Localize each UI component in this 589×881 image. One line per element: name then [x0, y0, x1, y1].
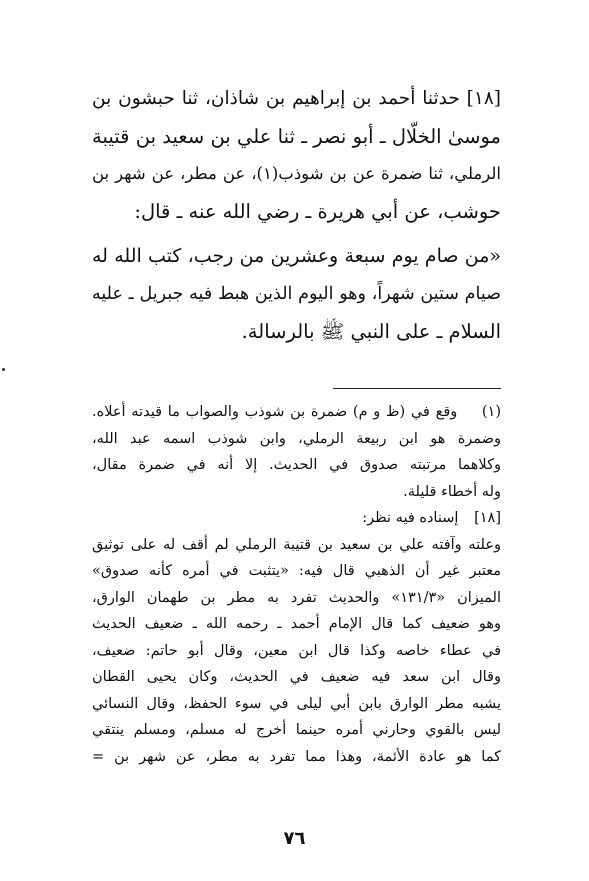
- page-number: ٧٦: [283, 828, 306, 849]
- footnote-text: وقع في (ظ و م) ضمرة بن شوذب والصواب ما قيدته أعلاه.: [92, 404, 458, 420]
- footnote-line: وله أخطاء قليلة.: [403, 483, 501, 500]
- isnad-line: [١٨] حدثنا أحمد بن إبراهيم بن شاذان، ثنا حبشون بن: [92, 88, 501, 109]
- hadith-line: صيام ستين شهراً، وهو اليوم الذين هبط فيه جبريل ـ عليه: [92, 283, 501, 304]
- isnad-line: حوشب، عن أبي هريرة ـ رضي الله عنه ـ قال:: [134, 199, 501, 223]
- footnote-line: كما هو عادة الأئمة، وهذا مما تفرد به مطر، عن شهر بن =: [92, 748, 501, 765]
- footnote-heading-line: [92, 505, 501, 532]
- footnote-line: يشبه مطر الوارق بابن أبي ليلى في سوء الحفظ، وقال النسائي: [92, 695, 501, 712]
- footnote-heading: إسناده فيه نظر:: [362, 510, 459, 526]
- footnote-line: وضمرة هو ابن ربيعة الرملي، وابن شوذب اسمه عبد الله،: [92, 430, 501, 447]
- footnotes: [92, 399, 501, 770]
- isnad-paragraph: [92, 80, 501, 230]
- footnote-line: وعلته وآفته علي بن سعيد بن قتيبة الرملي لم أقف له على توثيق: [92, 536, 501, 553]
- footnote-line: وكلاهما مرتبته صدوق في الحديث. إلا أنه في ضمرة مقال،: [92, 457, 501, 473]
- main-text: [92, 80, 501, 351]
- footnote-line: [92, 399, 501, 426]
- footnote-line: وقال ابن سعد فيه ضعيف في الحديث، وكان يحيى القطان: [92, 669, 501, 685]
- footnote-separator: [333, 388, 501, 389]
- margin-mark: [2, 368, 5, 371]
- footnote-line: معتبر غير أن الذهبي قال فيه: «يتثبت في أمره كأنه صدوق»: [92, 563, 501, 579]
- footnote-label: [١٨]: [474, 510, 501, 526]
- footnote-line: في عطاء خاصه وكذا قال ابن معين، وقال أبو حاتم: ضعيف،: [92, 642, 501, 659]
- footnote-line: ليس بالقوي وحارني أمره حينما أخرج له مسلم، ومسلم ينتقي: [92, 722, 501, 738]
- hadith-paragraph: [92, 238, 501, 351]
- footnote-18: [92, 505, 501, 770]
- isnad-line: الرملي، ثنا ضمرة عن بن شوذب(١)، عن مطر، عن شهر بن: [92, 164, 501, 183]
- isnad-line: موسىٰ الخلّال ـ أبو نصر ـ ثنا علي بن سعيد بن قتيبة: [92, 124, 501, 148]
- hadith-line: «من صام يوم سبعة وعشرين من رجب، كتب الله له: [92, 245, 501, 267]
- footnote-1: [92, 399, 501, 505]
- footnote-line: الميزان «١٣١/٣» والحديث تفرد به مطر بن طهمان الوارق،: [92, 589, 501, 606]
- hadith-line: السلام ـ على النبي ﷺ بالرسالة.: [241, 320, 501, 343]
- footnote-line: وهو ضعيف كما قال الإمام أحمد ـ رحمه الله ـ ضعيف الحديث: [92, 616, 501, 632]
- footnote-label: (١): [481, 404, 501, 420]
